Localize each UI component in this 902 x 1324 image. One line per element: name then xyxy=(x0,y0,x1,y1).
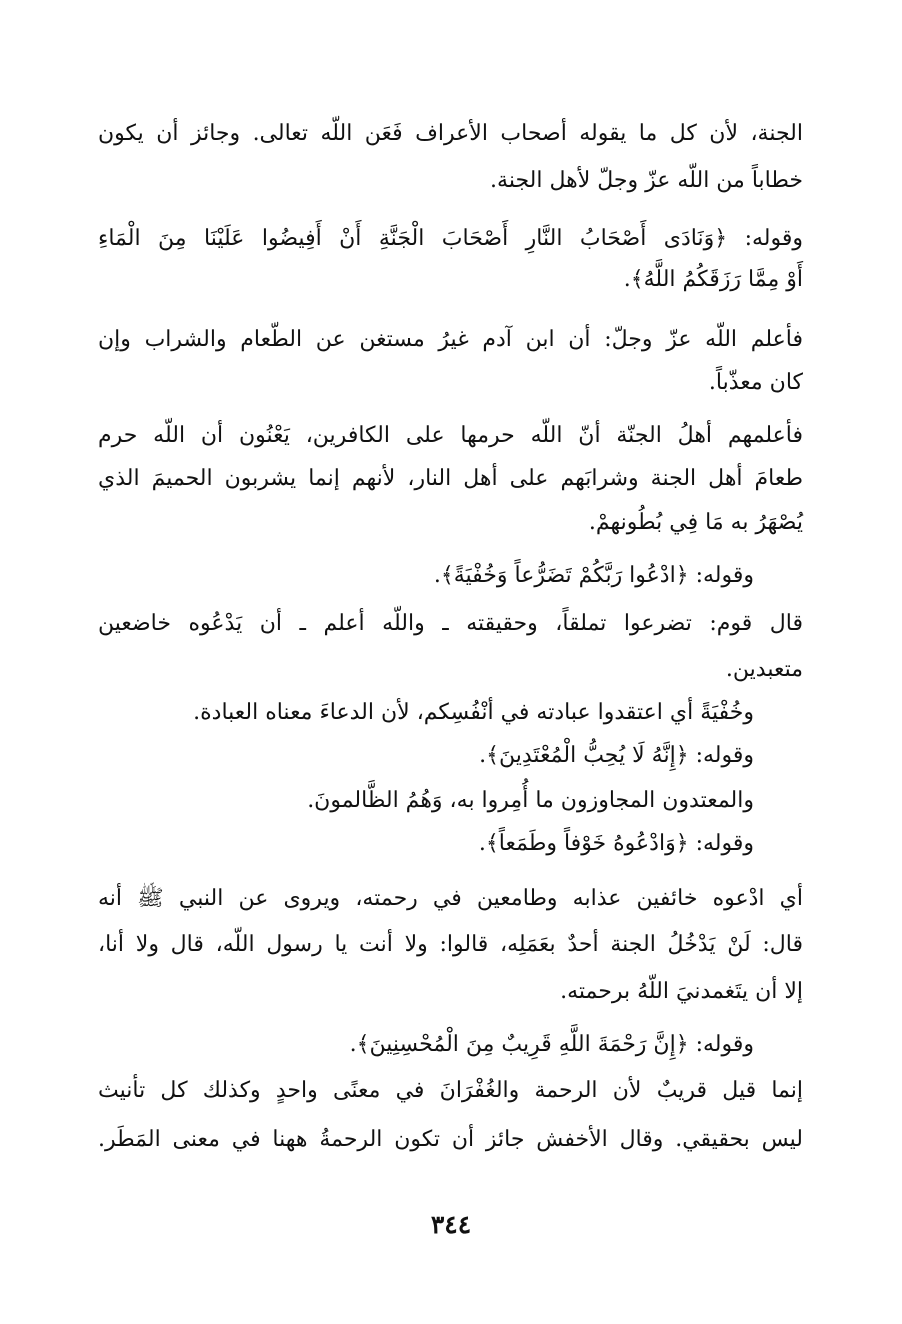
body-text-line: طعامَ أهل الجنة وشرابَهم على أهل النار، لأنهم إنما يشربون الحميمَ الذي xyxy=(98,466,803,491)
page-number: ٣٤٤ xyxy=(430,1210,472,1239)
body-text-line: قال قوم: تضرعوا تملقاً، وحقيقته ـ واللّه أعلم ـ أن يَدْعُوه خاضعين xyxy=(98,611,803,636)
quran-verse-line: وقوله: ﴿إِنَّهُ لَا يُحِبُّ الْمُعْتَدِينَ﴾. xyxy=(479,743,754,768)
body-text-line: ليس بحقيقي. وقال الأخفش جائز أن تكون الرحمةُ ههنا في معنى المَطَر. xyxy=(98,1127,803,1152)
body-text-line: فأعلم اللّه عزّ وجلّ: أن ابن آدم غيرُ مستغن عن الطّعام والشراب وإن xyxy=(98,327,803,352)
body-text-line: إنما قيل قريبٌ لأن الرحمة والغُفْرَانَ في معنًى واحدٍ وكذلك كل تأنيث xyxy=(98,1078,803,1103)
quran-verse-line: وقوله: ﴿وَادْعُوهُ خَوْفاً وطَمَعاً﴾. xyxy=(478,831,754,856)
body-text-line: فأعلمهم أهلُ الجنّة أنّ اللّه حرمها على الكافرين، يَعْنُون أن اللّه حرم xyxy=(98,423,803,448)
body-text-line: الجنة، لأن كل ما يقوله أصحاب الأعراف فَعَن اللّه تعالى. وجائز أن يكون xyxy=(98,121,803,146)
quran-verse-line: وقوله: ﴿إِنَّ رَحْمَةَ اللَّهِ قَرِيبٌ مِنَ الْمُحْسِنِينَ﴾. xyxy=(349,1032,754,1057)
body-text-line: أي ادْعوه خائفين عذابه وطامعين في رحمته، ويروى عن النبي ﷺ أنه xyxy=(98,886,803,911)
body-text-line: إلا أن يتَغمدنيَ اللّهُ برحمته. xyxy=(560,979,803,1004)
body-text-line: والمعتدون المجاوزون ما أُمِروا به، وَهُمُ الظَّالمونَ. xyxy=(307,788,754,813)
quran-verse-line: وقوله: ﴿وَنَادَى أَصْحَابُ النَّارِ أَصْحَابَ الْجَنَّةِ أَنْ أَفِيضُوا عَلَيْنَا مِنَ الْمَاءِ xyxy=(98,226,803,251)
body-text-line: خطاباً من اللّه عزّ وجلّ لأهل الجنة. xyxy=(490,168,803,193)
body-text-line: وخُفْيَةً أي اعتقدوا عبادته في أنْفُسِكم، لأن الدعاءَ معناه العبادة. xyxy=(193,700,754,725)
body-text-line: كان معذّباً. xyxy=(708,370,803,395)
body-text-line: متعبدين. xyxy=(725,657,803,682)
quran-verse-line: وقوله: ﴿ادْعُوا رَبَّكُمْ تَضَرُّعاً وَخُفْيَةً﴾. xyxy=(433,563,754,588)
body-text-line: قال: لَنْ يَدْخُلُ الجنة أحدٌ بعَمَلِه، قالوا: ولا أنت يا رسول اللّه، قال ولا أنا، xyxy=(98,932,803,957)
quran-verse-line: أَوْ مِمَّا رَزَقَكُمُ اللَّهُ﴾. xyxy=(623,267,803,292)
body-text-line: يُصْهَرُ به مَا فِي بُطُونهمْ. xyxy=(588,510,803,535)
